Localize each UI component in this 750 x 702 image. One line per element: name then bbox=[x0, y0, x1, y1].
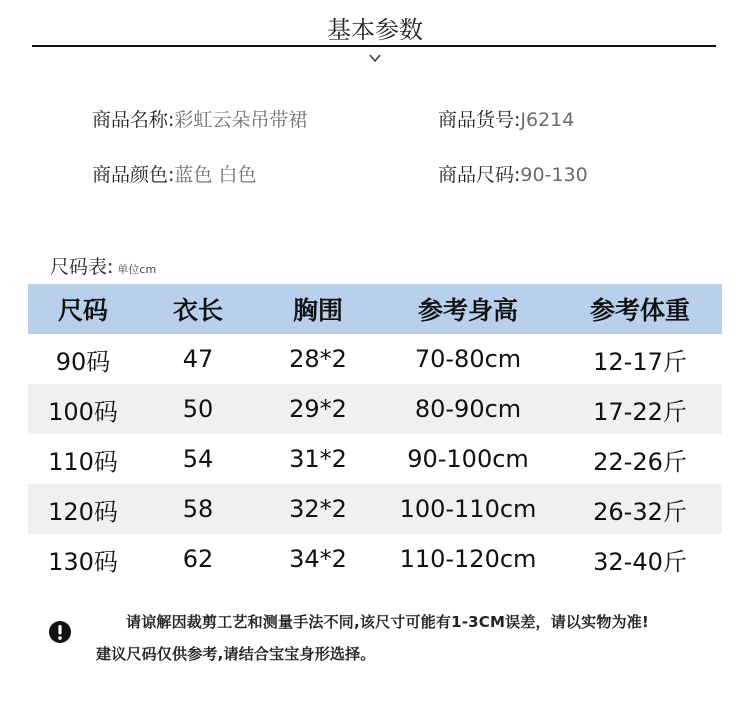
table-cell: 54 bbox=[182, 445, 214, 473]
info-product-size bbox=[438, 160, 588, 187]
table-cell: 90码 bbox=[55, 347, 111, 376]
table-cell: 58 bbox=[182, 495, 214, 523]
table-cell: 29*2 bbox=[289, 395, 347, 423]
table-cell: 120码 bbox=[48, 497, 118, 526]
size-table-caption bbox=[50, 252, 156, 279]
info-product-sku bbox=[438, 105, 574, 132]
table-cell: 100-110cm bbox=[399, 495, 537, 523]
table-cell: 34*2 bbox=[289, 545, 347, 573]
table-cell: 110码 bbox=[48, 447, 118, 476]
table-cell: 32-40斤 bbox=[593, 547, 687, 576]
table-cell: 100码 bbox=[48, 397, 118, 426]
table-cell: 130码 bbox=[48, 547, 118, 576]
table-row bbox=[28, 334, 722, 384]
table-cell: 62 bbox=[182, 545, 214, 573]
info-label: 商品货号: bbox=[438, 109, 521, 131]
table-cell: 110-120cm bbox=[399, 545, 537, 573]
size-table bbox=[28, 284, 722, 584]
table-row bbox=[28, 434, 722, 484]
table-cell: 28*2 bbox=[289, 345, 347, 373]
chevron-down-icon bbox=[368, 52, 382, 64]
info-label: 商品颜色: bbox=[92, 164, 175, 186]
info-product-name bbox=[92, 105, 307, 132]
table-cell: 17-22斤 bbox=[593, 397, 687, 426]
note-line-2: 建议尺码仅供参考,请结合宝宝身形选择。 bbox=[96, 645, 376, 663]
table-row bbox=[28, 384, 722, 434]
header-cell: 参考身高 bbox=[417, 296, 518, 325]
header-cell: 胸围 bbox=[292, 296, 343, 325]
table-cell: 12-17斤 bbox=[593, 347, 687, 376]
info-value: 彩虹云朵吊带裙 bbox=[174, 109, 308, 131]
section-title: 基本参数 bbox=[327, 16, 423, 44]
info-label: 商品尺码: bbox=[438, 164, 521, 186]
unit-text: 单位cm bbox=[117, 263, 157, 276]
note-line-1: 请谅解因裁剪工艺和测量手法不同,该尺寸可能有1-3CM误差，请以实物为准! bbox=[126, 613, 649, 631]
table-cell: 32*2 bbox=[289, 495, 347, 523]
table-row bbox=[28, 534, 722, 584]
table-cell: 26-32斤 bbox=[593, 497, 687, 526]
info-value: J6214 bbox=[520, 109, 575, 131]
table-cell: 90-100cm bbox=[407, 445, 529, 473]
exclamation-icon bbox=[48, 620, 72, 644]
table-cell: 31*2 bbox=[289, 445, 347, 473]
caption-text: 尺码表: bbox=[50, 256, 114, 278]
table-cell: 47 bbox=[182, 345, 214, 373]
info-value: 蓝色 白色 bbox=[174, 164, 257, 186]
table-cell: 50 bbox=[182, 395, 214, 423]
info-value: 90-130 bbox=[520, 164, 588, 186]
info-product-color bbox=[92, 160, 256, 187]
table-cell: 22-26斤 bbox=[593, 447, 687, 476]
info-label: 商品名称: bbox=[92, 109, 175, 131]
header-cell: 尺码 bbox=[57, 296, 108, 325]
header-cell: 参考体重 bbox=[589, 296, 690, 325]
table-cell: 70-80cm bbox=[414, 345, 522, 373]
title-divider bbox=[32, 45, 716, 47]
header-cell: 衣长 bbox=[172, 296, 223, 325]
table-header-row bbox=[28, 284, 722, 334]
table-cell: 80-90cm bbox=[414, 395, 522, 423]
table-row bbox=[28, 484, 722, 534]
